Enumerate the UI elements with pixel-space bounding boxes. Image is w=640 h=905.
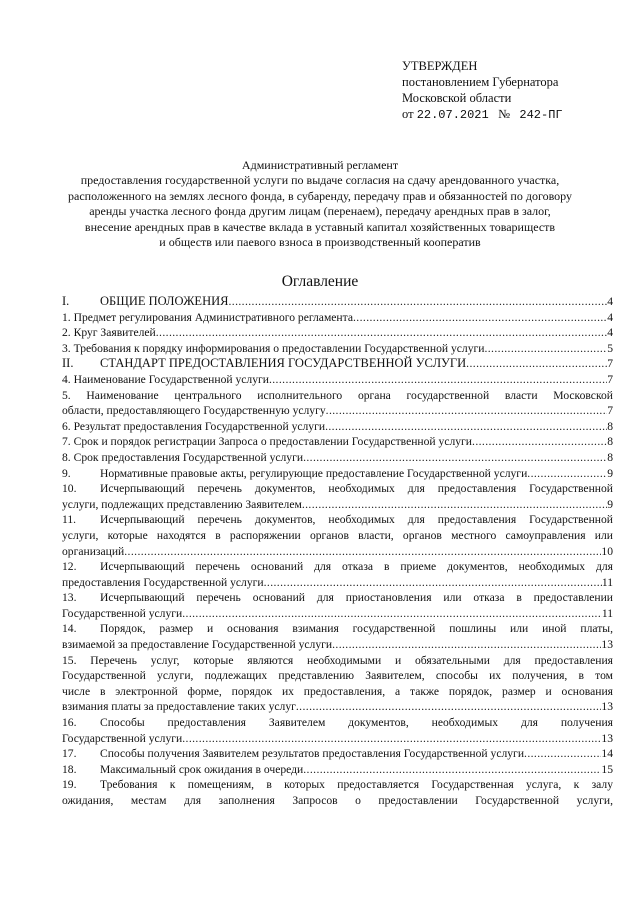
toc-item-line: Исчерпывающий перечень документов, необходимых для предоставления Государственной bbox=[100, 482, 613, 496]
toc-item-18[interactable] bbox=[62, 762, 613, 778]
toc-section-title: СТАНДАРТ ПРЕДОСТАВЛЕНИЯ ГОСУДАРСТВЕННОЙ УСЛУГИ bbox=[100, 356, 467, 371]
toc-item-12[interactable] bbox=[62, 559, 613, 590]
toc-item-line: числе в электронной форме, порядок их предоставления, а также порядок, размер и основания bbox=[62, 684, 613, 698]
toc-item-number: 17. bbox=[62, 747, 77, 761]
dot-leader bbox=[182, 606, 602, 622]
approval-block bbox=[402, 58, 563, 123]
toc-page-number: 5 bbox=[607, 341, 613, 355]
dot-leader bbox=[524, 746, 601, 762]
toc-item-16[interactable] bbox=[62, 715, 613, 746]
toc-item-title: 7. Срок и порядок регистрации Запроса о предоставлении Государственной услуги bbox=[62, 435, 473, 449]
toc-item-title: 6. Результат предоставления Государственной услуги bbox=[62, 419, 326, 433]
toc-item-11[interactable] bbox=[62, 512, 613, 559]
toc-page-number: 4 bbox=[607, 310, 613, 324]
approval-line-decree: постановлением Губернатора bbox=[402, 75, 559, 89]
toc-item-number: 19. bbox=[62, 778, 77, 792]
toc-item-title: 1. Предмет регулирования Административного регламента bbox=[62, 310, 353, 324]
toc-page-number: 4 bbox=[607, 326, 613, 340]
toc-item-line: организаций bbox=[62, 544, 125, 558]
dot-leader bbox=[228, 294, 607, 310]
toc-section-title: ОБЩИЕ ПОЛОЖЕНИЯ bbox=[100, 294, 229, 308]
toc-item-title: Способы получения Заявителем результатов предоставления Государственной услуги bbox=[100, 747, 525, 761]
dot-leader bbox=[353, 310, 607, 326]
toc-item-number: 18. bbox=[62, 762, 77, 776]
toc-item-7[interactable] bbox=[62, 434, 613, 450]
toc-item-14[interactable] bbox=[62, 621, 613, 652]
toc-item-line: 15. Перечень услуг, которые являются необходимыми и обязательными для предоставления bbox=[62, 653, 613, 667]
approval-number: 242-ПГ bbox=[519, 108, 563, 122]
toc-item-line: взимания платы за предоставление таких услуг bbox=[62, 700, 296, 714]
toc-item-19[interactable] bbox=[62, 777, 613, 808]
toc-section-2[interactable] bbox=[62, 356, 613, 372]
dot-leader bbox=[472, 434, 607, 450]
toc-page-number: 13 bbox=[601, 731, 613, 745]
regulation-title-line: внесение арендных прав в качестве вклада в уставный капитал хозяйственных товариществ bbox=[84, 219, 556, 234]
toc-page-number: 8 bbox=[607, 419, 613, 433]
toc-item-line: области, предоставляющего Государственную услугу bbox=[62, 404, 326, 418]
toc-item-title: Максимальный срок ожидания в очереди bbox=[100, 762, 304, 776]
toc-heading: Оглавление bbox=[281, 273, 359, 290]
dot-leader bbox=[527, 466, 607, 482]
toc-section-number: II. bbox=[62, 356, 74, 371]
toc-page-number: 11 bbox=[601, 606, 613, 620]
dot-leader bbox=[302, 497, 607, 513]
dot-leader bbox=[264, 575, 602, 591]
toc-item-line: Исчерпывающий перечень документов, необходимых для предоставления Государственной bbox=[100, 513, 613, 527]
toc-item-line: услуги, подлежащих представлению Заявителем bbox=[62, 497, 302, 511]
dot-leader bbox=[182, 731, 601, 747]
toc-item-line: Порядок, размер и основания взимания государственной пошлины или иной платы, bbox=[100, 622, 613, 636]
toc-item-title: 3. Требования к порядку информирования о предоставлении Государственной услуги bbox=[62, 341, 485, 355]
dot-leader bbox=[124, 544, 601, 560]
toc-page-number: 10 bbox=[601, 544, 613, 558]
regulation-title bbox=[60, 158, 580, 250]
toc-item-number: 16. bbox=[62, 716, 77, 730]
toc-item-line: взимаемой за предоставление Государственной услуги bbox=[62, 638, 333, 652]
toc-item-line: Требования к помещениям, в которых предоставляется Государственная услуга, к залу bbox=[100, 778, 613, 792]
toc-item-line: услуги, которые находятся в распоряжении органов власти, органов местного самоуправления или bbox=[62, 528, 613, 542]
toc-section-1[interactable] bbox=[62, 294, 613, 310]
regulation-title-line: предоставления государственной услуги по выдаче согласия на сдачу арендованного участка, bbox=[80, 173, 560, 188]
regulation-title-line: и обществ или паевого взноса в производственный кооператив bbox=[159, 235, 481, 250]
toc-item-6[interactable] bbox=[62, 419, 613, 435]
toc-page-number: 13 bbox=[601, 638, 613, 652]
toc-item-5[interactable] bbox=[62, 388, 613, 419]
toc-item-number: 9. bbox=[62, 466, 71, 480]
regulation-title-line: расположенного на землях лесного фонда, в субаренду, передачу прав и обязанностей по договору bbox=[68, 188, 572, 203]
regulation-title-line: Административный регламент bbox=[241, 158, 399, 172]
toc-item-line: Государственной услуги bbox=[62, 731, 183, 745]
toc-page-number: 8 bbox=[607, 435, 613, 449]
number-sign: № bbox=[498, 107, 511, 121]
toc-item-3[interactable] bbox=[62, 341, 613, 357]
toc-item-17[interactable] bbox=[62, 746, 613, 762]
dot-leader bbox=[156, 325, 607, 341]
dot-leader bbox=[296, 699, 602, 715]
toc-page-number: 7 bbox=[607, 357, 613, 371]
toc-page-number: 7 bbox=[607, 372, 613, 386]
toc-section-number: I. bbox=[62, 294, 70, 308]
toc-item-line: предоставления Государственной услуги bbox=[62, 575, 264, 589]
approval-date-line bbox=[402, 106, 563, 123]
toc-page-number: 13 bbox=[601, 700, 613, 714]
toc-item-title: 4. Наименование Государственной услуги bbox=[62, 372, 269, 386]
dot-leader bbox=[303, 450, 607, 466]
toc-page-number: 14 bbox=[601, 747, 613, 761]
toc-page-number: 11 bbox=[601, 575, 613, 589]
toc-item-4[interactable] bbox=[62, 372, 613, 388]
toc-item-line: 5. Наименование центрального исполнительного органа государственной власти Московской bbox=[62, 388, 613, 402]
toc-item-title: Нормативные правовые акты, регулирующие предоставление Государственной услуги bbox=[100, 466, 528, 480]
dot-leader bbox=[484, 341, 607, 357]
toc-item-13[interactable] bbox=[62, 590, 613, 621]
toc-item-title: 2. Круг Заявителей bbox=[62, 326, 156, 340]
toc-item-number: 14. bbox=[62, 622, 77, 636]
toc-page-number: 4 bbox=[607, 295, 613, 308]
approval-line-region: Московской области bbox=[402, 91, 512, 105]
approval-status: УТВЕРЖДЕН bbox=[402, 59, 478, 73]
toc-item-1[interactable] bbox=[62, 310, 613, 326]
toc-page-number: 15 bbox=[601, 762, 613, 776]
toc-item-line: Способы предоставления Заявителем документов, необходимых для получения bbox=[100, 716, 613, 730]
toc-item-line: Государственной услуги bbox=[62, 606, 183, 620]
toc-item-15[interactable] bbox=[62, 653, 613, 715]
toc-item-9[interactable] bbox=[62, 466, 613, 482]
table-of-contents bbox=[62, 294, 613, 809]
toc-item-title: 8. Срок предоставления Государственной услуги bbox=[62, 450, 304, 464]
toc-item-line: Исчерпывающий перечень оснований для отказа в приеме документов, необходимых для bbox=[100, 560, 613, 574]
approval-date: 22.07.2021 bbox=[416, 108, 489, 122]
toc-page-number: 9 bbox=[607, 466, 613, 480]
date-prefix: от bbox=[402, 107, 414, 121]
toc-item-10[interactable] bbox=[62, 481, 613, 512]
dot-leader bbox=[325, 419, 607, 435]
toc-page-number: 7 bbox=[607, 404, 613, 418]
dot-leader bbox=[326, 403, 608, 419]
toc-item-number: 12. bbox=[62, 560, 77, 574]
toc-item-line: ожидания, местам для заполнения Запросов о предоставлении Государственной услуги, bbox=[62, 794, 613, 807]
toc-item-number: 11. bbox=[62, 513, 77, 527]
toc-item-8[interactable] bbox=[62, 450, 613, 466]
dot-leader bbox=[332, 637, 601, 653]
dot-leader bbox=[466, 356, 607, 372]
toc-item-2[interactable] bbox=[62, 325, 613, 341]
toc-item-line: Исчерпывающий перечень оснований для приостановления или отказа в предоставлении bbox=[100, 591, 613, 605]
dot-leader bbox=[303, 762, 601, 778]
toc-item-line: Государственной услуги, подлежащих представлению Заявителем, способы их получения, в том bbox=[62, 669, 613, 683]
toc-item-number: 10. bbox=[62, 482, 77, 496]
toc-page-number: 8 bbox=[607, 450, 613, 464]
toc-page-number: 9 bbox=[607, 497, 613, 511]
regulation-title-line: аренды участка лесного фонда другим лицам (перенаем), передачу арендных прав в залог, bbox=[89, 204, 551, 219]
toc-item-number: 13. bbox=[62, 591, 77, 605]
dot-leader bbox=[269, 372, 607, 388]
